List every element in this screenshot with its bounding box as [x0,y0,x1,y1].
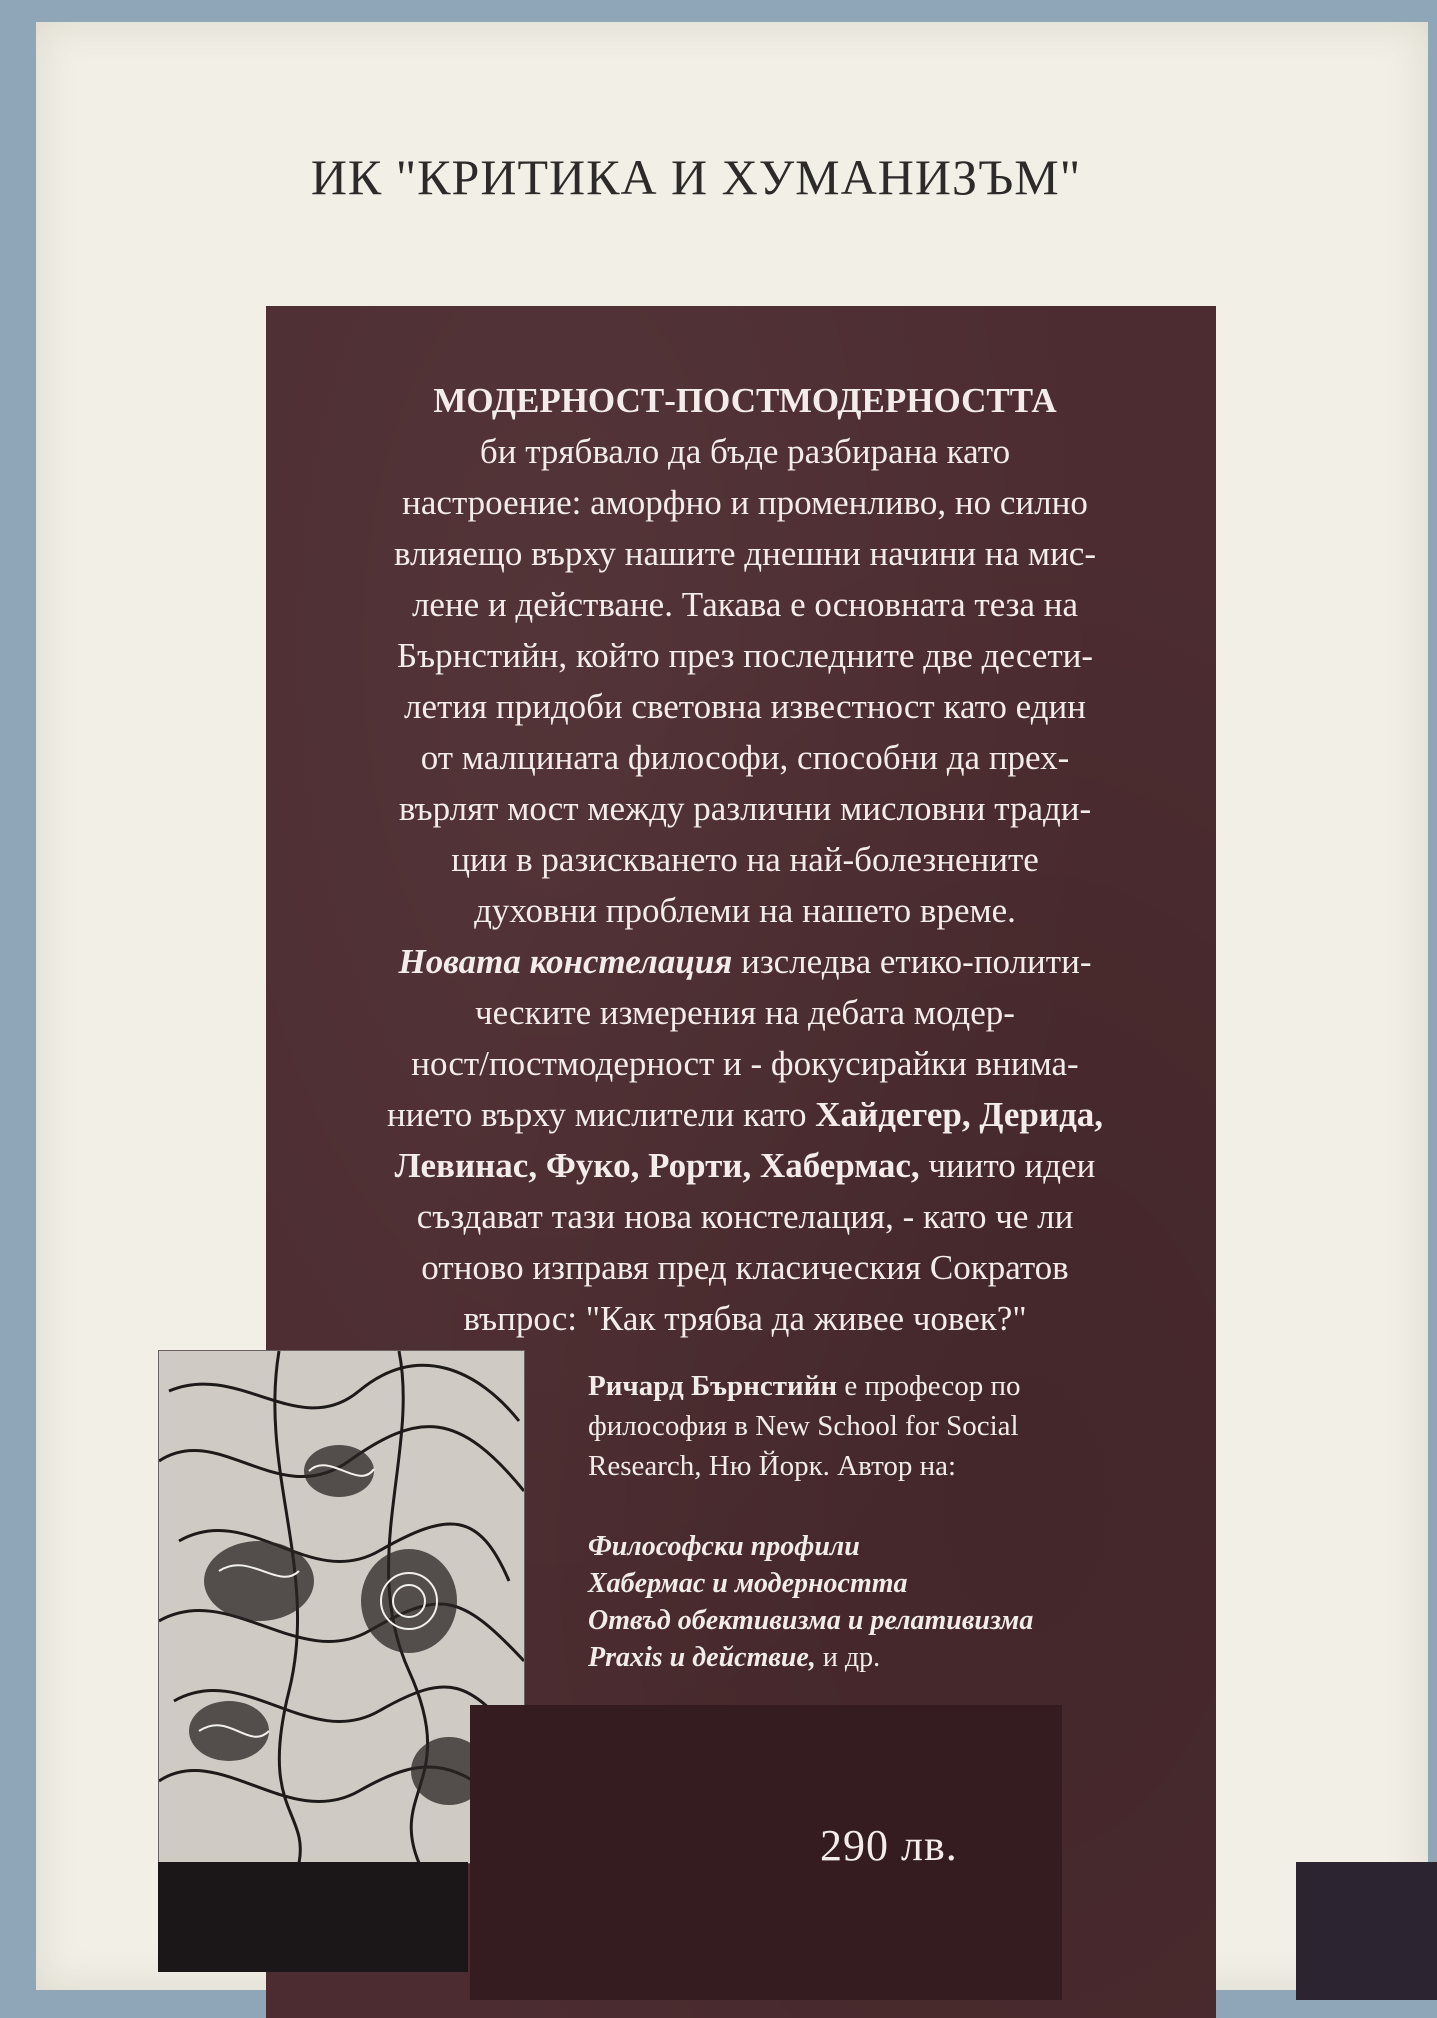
blurb-line [300,936,1190,987]
blurb-line-part: чиито идеи [919,1146,1096,1185]
blurb-line-rest: изследва етико-полити- [732,942,1092,981]
blurb-line: би трябвало да бъде разбирана като [479,432,1011,471]
blurb-line [300,1140,1190,1191]
author-bio-line: философия в New School for Social [588,1410,1019,1442]
author-name: Ричард Бърнстийн [588,1370,838,1402]
author-bio-line [588,1366,1108,1406]
work-title: Хабермас и модерността [588,1568,908,1599]
blurb-text [300,375,1190,1344]
blurb-line: създават тази нова констелация, - като че ли [416,1197,1074,1236]
author-bio-line: Research, Ню Йорк. Автор на: [588,1450,957,1482]
author-works-list [588,1528,1108,1676]
book-title: Новата констелация [398,942,733,981]
work-title [588,1639,1108,1676]
blurb-line: ност/постмодерност и - фокусирайки внима- [411,1044,1079,1083]
blurb-line: ции в разискването на най-болезнените [451,840,1039,879]
works-etc: и др. [815,1642,881,1673]
blurb-line-part: нието върху мислители като [386,1095,816,1134]
thinkers-names: Левинас, Фуко, Рорти, Хабермас, [394,1146,920,1185]
work-title: Философски профили [588,1531,860,1562]
work-title: Отвъд обективизма и релативизма [588,1605,1034,1636]
thinkers-names: Хайдегер, Дерида, [815,1095,1104,1134]
blurb-line: летия придоби световна известност като един [403,687,1087,726]
decorative-black-block [158,1862,468,1972]
blurb-heading: МОДЕРНОСТ-ПОСТМОДЕРНОСТТА [433,381,1057,420]
author-bio [588,1366,1108,1486]
blurb-line: духовни проблеми на нашето време. [474,891,1016,930]
blurb-line: влияещо върху нашите днешни начини на мис- [393,534,1097,573]
blurb-line [300,1089,1190,1140]
blurb-line: въпрос: "Как трябва да живее човек?" [463,1299,1027,1338]
blurb-line: лене и действане. Такава е основната теза на [411,585,1079,624]
blurb-line: настроение: аморфно и променливо, но силно [402,483,1088,522]
blurb-line: от малцината философи, способни да прех- [420,738,1070,777]
blurb-line: ческите измерения на дебата модер- [475,993,1015,1032]
blurb-line: отново изправя пред класическия Сократов [421,1248,1069,1287]
price-label: 290 лв. [820,1821,958,1870]
decorative-corner-block [1296,1862,1437,2000]
author-bio-text: е професор по [837,1370,1021,1402]
blurb-line: Бърнстийн, който през последните две десети- [396,636,1094,675]
blurb-line: върлят мост между различни мисловни тради- [398,789,1092,828]
work-title-text: Praxis и действие, [588,1642,816,1673]
publisher-name: ИК "КРИТИКА И ХУМАНИЗЪМ" [310,149,1082,205]
